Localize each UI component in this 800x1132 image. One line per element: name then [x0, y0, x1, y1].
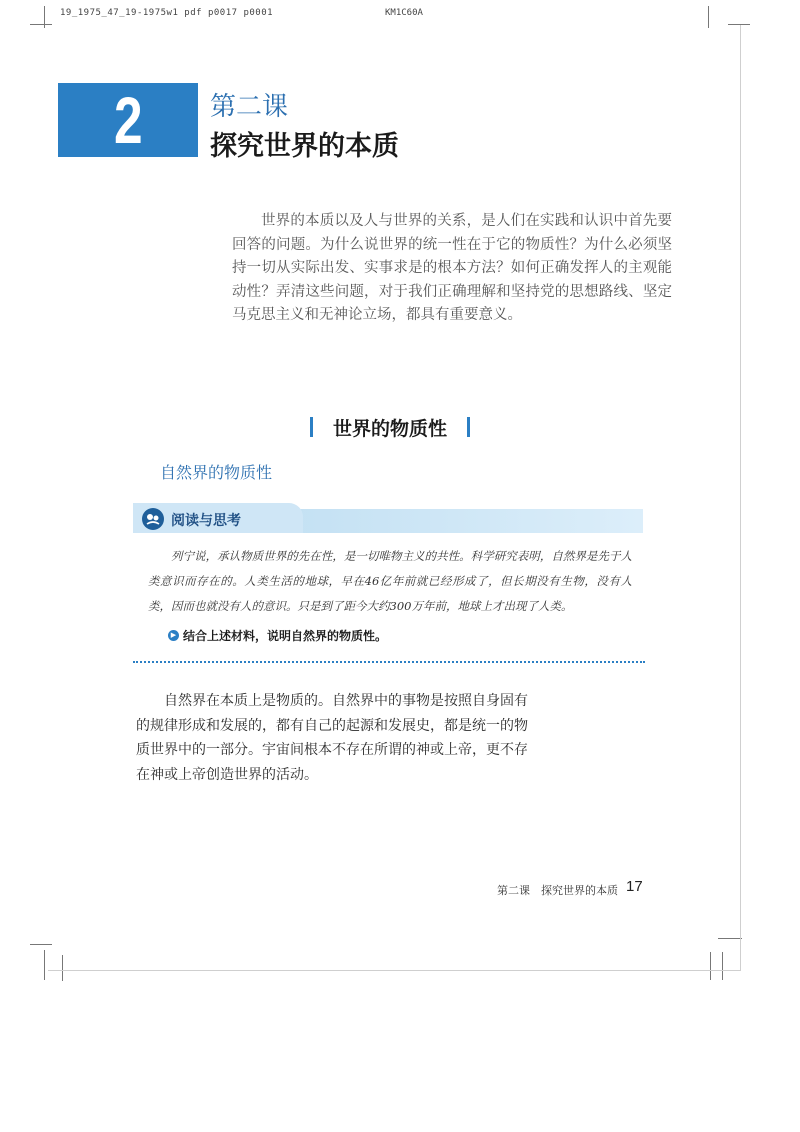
footer-running-title: 第二课 探究世界的本质 [497, 884, 618, 897]
footer-page-number: 17 [626, 878, 643, 895]
lesson-label: 第二课 [210, 92, 289, 122]
crop-mark-bottom-left-v [44, 950, 45, 980]
section-heading [300, 412, 480, 442]
intro-paragraph: 世界的本质以及人与世界的关系，是人们在实践和认识中首先要回答的问题。为什么说世界的统一性在于它的物质性？为什么必须坚持一切从实际出发、实事求是的根本方法？如何正确发挥人的主观能动性？弄清这些问题，对于我们正确理解和坚持党的思想路线、坚定马克思主义和无神论立场，都具有重要意义。 [232, 213, 672, 323]
reading-icon [142, 508, 164, 530]
scan-code: KM1C60A [385, 8, 423, 18]
lesson-title: 探究世界的本质 [210, 131, 399, 162]
body-paragraph: 自然界在本质上是物质的。自然界中的事物是按照自身固有的规律形成和发展的，都有自己的起源和发展史，都是统一的物质世界中的一部分。宇宙间根本不存在所谓的神或上帝，更不存在神或上帝创造世界的活动。 [136, 693, 528, 783]
reading-box-text: 列宁说，承认物质世界的先在性，是一切唯物主义的共性。科学研究表明，自然界是先于人类意识而存在的。人类生活的地球，早在46亿年前就已经形成了，但长期没有生物，没有人类，因而也就没有人的意识。只是到了距今大约300万年前，地球上才出现了人类。 [148, 549, 632, 613]
scan-file-id: 19_1975_47_19-1975w1 pdf p0017 p0001 [60, 8, 274, 18]
page-sheet [48, 25, 741, 971]
section-title: 世界的物质性 [332, 417, 447, 440]
dotted-divider [133, 661, 645, 663]
task-arrow-icon: ▶ [168, 630, 179, 641]
lesson-number: 2 [113, 83, 143, 157]
reading-box-task: 结合上述材料，说明自然界的物质性。 [183, 629, 388, 643]
lesson-number-box [58, 83, 198, 157]
section-bar-left [310, 417, 313, 437]
subsection-title: 自然界的物质性 [160, 463, 273, 482]
section-bar-right [467, 417, 470, 437]
reading-box-label: 阅读与思考 [171, 513, 241, 529]
